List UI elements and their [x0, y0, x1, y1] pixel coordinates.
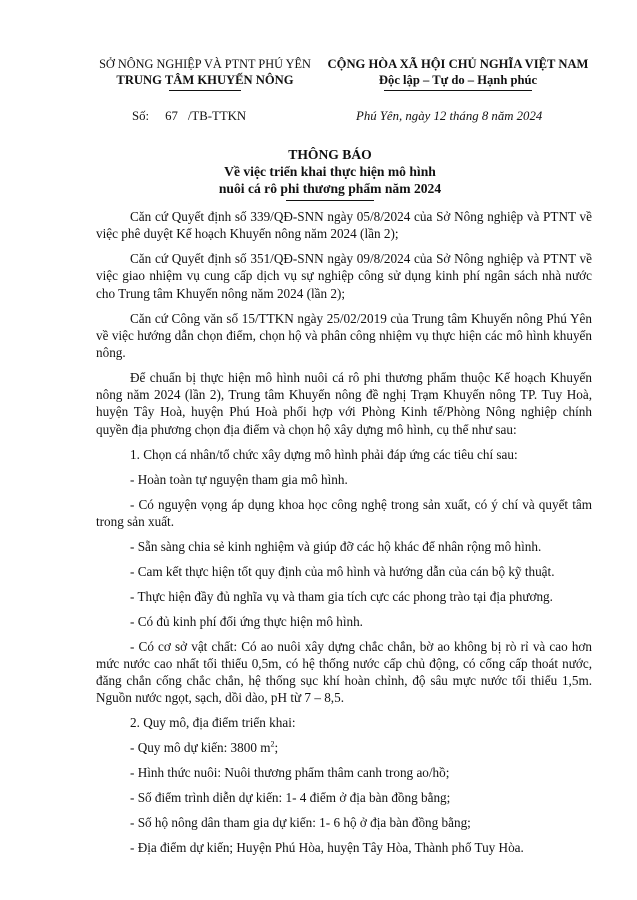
issuer-header: [97, 56, 313, 91]
plan-item: - Số hộ nông dân tham gia dự kiến: 1- 6 hộ ở địa bàn đồng bằng;: [130, 815, 471, 831]
plan-item: - Địa điểm dự kiến; Huyện Phú Hòa, huyện Tây Hòa, Thành phố Tuy Hòa.: [130, 840, 524, 856]
basis-paragraph: Căn cứ Công văn số 15/TTKN ngày 25/02/2019 của Trung tâm Khuyến nông Phú Yên về việc hướng dẫn chọn điểm, chọn hộ và phân công nhiệm vụ thực hiện các mô hình khuyến nông.: [96, 310, 592, 361]
basis-paragraph: Căn cứ Quyết định số 339/QĐ-SNN ngày 05/8/2024 của Sở Nông nghiệp và PTNT về việc phê duyệt Kế hoạch Khuyến nông năm 2024 (lần 2);: [96, 209, 592, 242]
motto-underline: [384, 90, 532, 91]
scale-item-text: - Quy mô dự kiến: 3800 m: [130, 740, 271, 756]
document-subject-line-2: nuôi cá rô phi thương phẩm năm 2024: [218, 181, 442, 196]
criteria-item: - Sẵn sàng chia sẻ kinh nghiệm và giúp đỡ các hộ khác để nhân rộng mô hình.: [130, 538, 542, 554]
section-heading: 1. Chọn cá nhân/tổ chức xây dựng mô hình phải đáp ứng các tiêu chí sau:: [130, 446, 518, 462]
national-header: [312, 56, 604, 91]
document-type: THÔNG BÁO: [288, 147, 372, 162]
document-body: [96, 208, 592, 864]
plan-item: - Số điểm trình diễn dự kiến: 1- 4 điểm ở địa bàn đồng bằng;: [130, 790, 451, 806]
criteria-item: - Cam kết thực hiện tốt quy định của mô hình và hướng dẫn của cán bộ kỹ thuật.: [130, 563, 555, 579]
doc-number-suffix: /TB-TTKN: [187, 109, 247, 123]
plan-item: - Hình thức nuôi: Nuôi thương phẩm thâm canh trong ao/hồ;: [130, 765, 450, 781]
document-subject-line-1: Về việc triển khai thực hiện mô hình: [224, 164, 436, 179]
basis-paragraph: Căn cứ Quyết định số 351/QĐ-SNN ngày 09/8/2024 của Sở Nông nghiệp và PTNT về việc giao nhiệm vụ cung cấp dịch vụ sự nghiệp công sử dụng kinh phí ngân sách nhà nước cho Trung tâm Khuyến nông năm 2024 (lần 2);: [96, 251, 592, 301]
criteria-item: - Có nguyện vọng áp dụng khoa học công nghệ trong sản xuất, có ý chí và quyết tâm trong sản xuất.: [96, 496, 592, 529]
document-number: [132, 109, 246, 124]
document-title-block: [120, 146, 540, 201]
purpose-paragraph: Để chuẩn bị thực hiện mô hình nuôi cá rô phi thương phẩm thuộc Kế hoạch Khuyến nông năm 2024 (lần 2), Trung tâm Khuyến nông đề nghị Trạm Khuyến nông TP. Tuy Hoà, huyện Tây Hoà, huyện Phú Hoà phối hợp với Phòng Kinh tế/Phòng Nông nghiệp chính quyền địa phương chọn địa điểm và chọn hộ xây dựng mô hình, cụ thể như sau:: [96, 370, 592, 437]
criteria-item: - Có cơ sở vật chất: Có ao nuôi xây dựng chắc chắn, bờ ao không bị rò rỉ và cao hơn mức nước cao nhất tối thiểu 0,5m, có hệ thống nước cấp chủ động, có cống cấp thoát nước, đăng chắn cống chắc chắn, hệ thống sục khí hoàn chỉnh, độ sâu mực nước tối thiểu 1,5m. Nguồn nước ngọt, sạch, dồi dào, pH từ 7 – 8,5.: [96, 638, 592, 706]
criteria-item: - Hoàn toàn tự nguyện tham gia mô hình.: [130, 471, 348, 487]
section-heading: 2. Quy mô, địa điểm triển khai:: [130, 715, 296, 731]
doc-number-value: 67: [165, 109, 178, 123]
issuing-organization: TRUNG TÂM KHUYẾN NÔNG: [116, 73, 294, 87]
issuer-underline: [169, 90, 241, 91]
criteria-item: - Có đủ kinh phí đối ứng thực hiện mô hình.: [130, 613, 363, 629]
scale-item-tail: ;: [274, 740, 279, 756]
scale-item: [96, 739, 592, 756]
doc-number-prefix: Số:: [132, 109, 150, 123]
scale-item-superscript: 2: [270, 740, 275, 750]
criteria-item: - Thực hiện đầy đủ nghĩa vụ và tham gia tích cực các phong trào tại địa phương.: [130, 588, 553, 604]
parent-agency: SỞ NÔNG NGHIỆP VÀ PTNT PHÚ YÊN: [99, 57, 311, 71]
place-and-date: Phú Yên, ngày 12 tháng 8 năm 2024: [356, 109, 543, 123]
title-underline: [286, 200, 374, 201]
national-title: CỘNG HÒA XÃ HỘI CHỦ NGHĨA VIỆT NAM: [327, 57, 589, 71]
national-motto: Độc lập – Tự do – Hạnh phúc: [378, 73, 538, 87]
